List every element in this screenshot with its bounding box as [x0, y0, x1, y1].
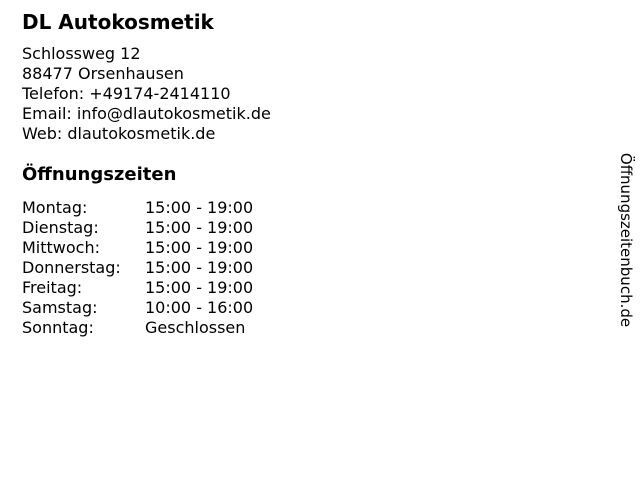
hours-day-label: Dienstag: — [22, 218, 99, 237]
hours-day-label: Montag: — [22, 198, 88, 217]
opening-hours-table — [22, 198, 253, 338]
hours-day-label: Donnerstag: — [22, 258, 121, 277]
hours-day-label: Sonntag: — [22, 318, 94, 337]
hours-time-value: 15:00 - 19:00 — [145, 278, 254, 297]
hours-time-value: 15:00 - 19:00 — [145, 218, 254, 237]
main-content — [22, 10, 271, 338]
hours-time-value: Geschlossen — [145, 318, 246, 337]
address-street: Schlossweg 12 — [22, 44, 141, 63]
web-label: Web: — [22, 124, 63, 143]
hours-row-wednesday — [22, 238, 253, 258]
phone-value: +49174-2414110 — [89, 84, 231, 103]
hours-row-tuesday — [22, 218, 253, 238]
hours-row-sunday — [22, 318, 253, 338]
hours-day-label: Freitag: — [22, 278, 83, 297]
hours-row-monday — [22, 198, 253, 218]
hours-time-value: 15:00 - 19:00 — [145, 238, 254, 257]
hours-row-saturday — [22, 298, 253, 318]
business-name: DL Autokosmetik — [22, 10, 214, 34]
hours-time-value: 15:00 - 19:00 — [145, 198, 254, 217]
web-value: dlautokosmetik.de — [67, 124, 216, 143]
hours-row-thursday — [22, 258, 253, 278]
contact-block — [22, 44, 271, 144]
phone-line — [22, 84, 271, 104]
email-line — [22, 104, 271, 124]
hours-day-label: Mittwoch: — [22, 238, 100, 257]
hours-row-friday — [22, 278, 253, 298]
brand-watermark: Öffnungszeitenbuch.de — [617, 152, 635, 328]
hours-time-value: 15:00 - 19:00 — [145, 258, 254, 277]
web-line — [22, 124, 271, 144]
opening-hours-heading: Öffnungszeiten — [22, 164, 177, 185]
email-label: Email: — [22, 104, 72, 123]
email-value: info@dlautokosmetik.de — [76, 104, 271, 123]
hours-time-value: 10:00 - 16:00 — [145, 298, 254, 317]
hours-day-label: Samstag: — [22, 298, 98, 317]
phone-label: Telefon: — [22, 84, 85, 103]
address-city: 88477 Orsenhausen — [22, 64, 184, 83]
